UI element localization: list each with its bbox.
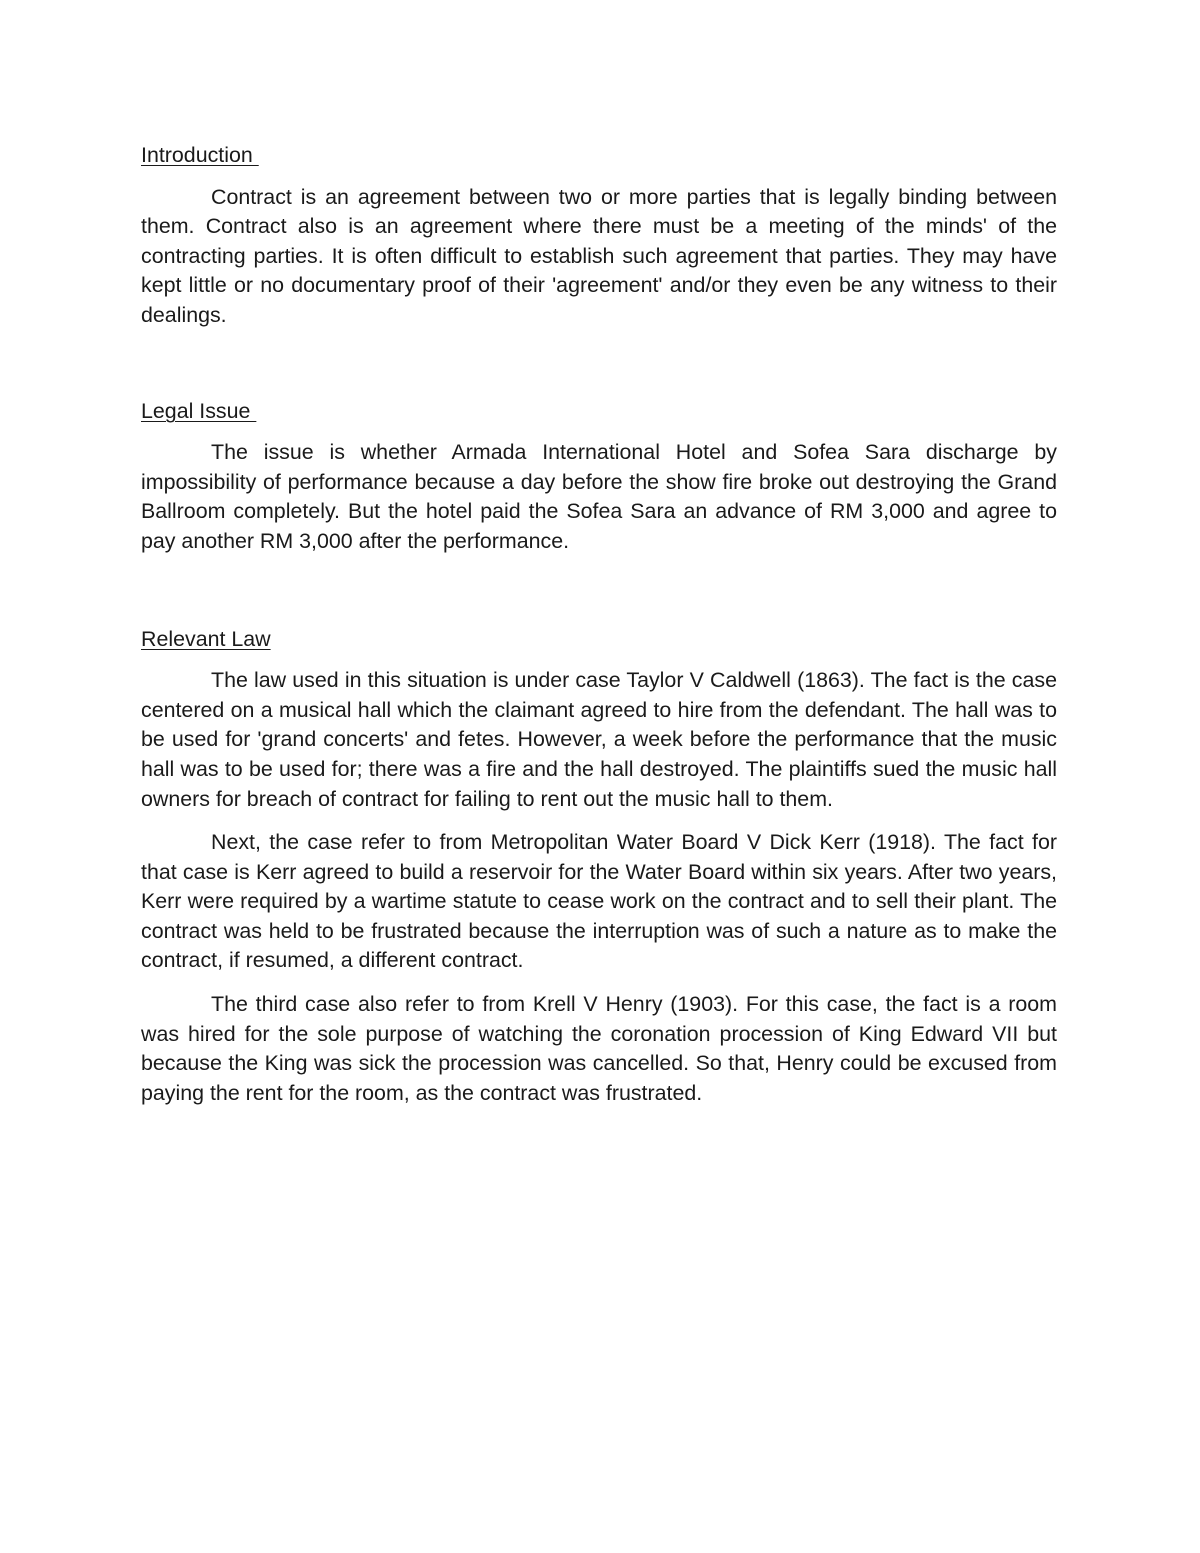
section-spacer — [141, 345, 1057, 397]
paragraph: Contract is an agreement between two or more parties that is legally binding between them. Contract also is an agreement where there must be a meeting of the minds' of the contracting parties. It is often difficult to establish such agreement that parties. They may have kept little or no documentary proof of their 'agreement' and/or they even be any witness to their dealings. — [141, 184, 1057, 327]
section-introduction — [141, 141, 1057, 331]
paragraph: The law used in this situation is under case Taylor V Caldwell (1863). The fact is the case centered on a musical hall which the claimant agreed to hire from the defendant. The hall was to be used for 'grand concerts' and fetes. However, a week before the performance that the music hall was to be used for; there was a fire and the hall destroyed. The plaintiffs sued the music hall owners for breach of contract for failing to rent out the music hall to them. — [141, 668, 1057, 811]
section-heading-relevant-law: Relevant Law — [141, 626, 271, 651]
paragraph: The issue is whether Armada International Hotel and Sofea Sara discharge by impossibility of performance because a day before the show fire broke out destroying the Grand Ballroom completely. But the hotel paid the Sofea Sara an advance of RM 3,000 and agree to pay another RM 3,000 after the performance. — [141, 440, 1057, 553]
document-page — [141, 141, 1057, 1122]
section-heading-introduction: Introduction — [141, 143, 259, 167]
section-heading-legal-issue: Legal Issue — [141, 398, 257, 423]
paragraph: The third case also refer to from Krell V Henry (1903). For this case, the fact is a room was hired for the sole purpose of watching the coronation procession of King Edward VII but because the King was sick the procession was cancelled. So that, Henry could be excused from paying the rent for the room, as the contract was frustrated. — [141, 992, 1057, 1105]
section-legal-issue — [141, 397, 1057, 557]
section-relevant-law — [141, 625, 1057, 1109]
section-spacer — [141, 571, 1057, 625]
paragraph: Next, the case refer to from Metropolitan Water Board V Dick Kerr (1918). The fact for that case is Kerr agreed to build a reservoir for the Water Board within six years. After two years, Kerr were required by a wartime statute to cease work on the contract and to sell their plant. The contract was held to be frustrated because the interruption was of such a nature as to make the contract, if resumed, a different contract. — [141, 830, 1057, 973]
